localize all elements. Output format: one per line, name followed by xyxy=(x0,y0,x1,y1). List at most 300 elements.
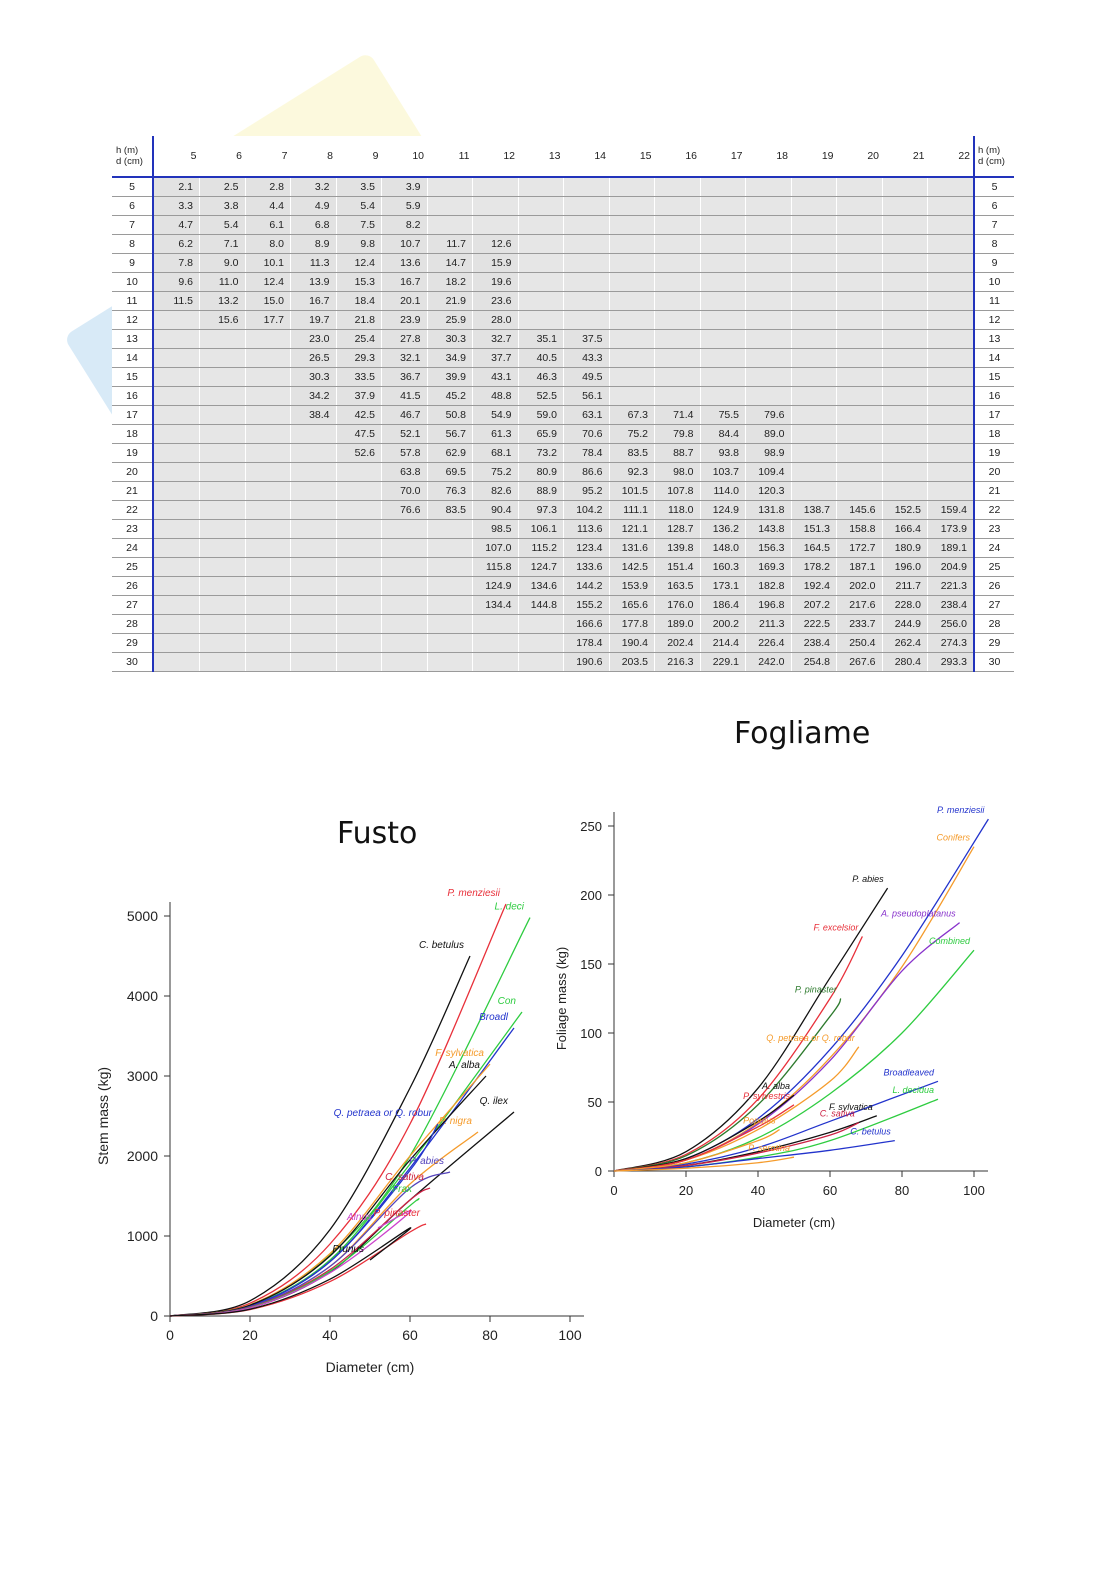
volume-cell: 177.8 xyxy=(609,615,655,634)
volume-cell xyxy=(200,330,246,349)
volume-cell: 134.4 xyxy=(473,596,519,615)
diameter-cell: 28 xyxy=(112,615,153,634)
volume-cell xyxy=(791,330,837,349)
volume-cell: 228.0 xyxy=(882,596,928,615)
volume-cell xyxy=(200,444,246,463)
volume-cell: 84.4 xyxy=(700,425,746,444)
volume-cell xyxy=(791,273,837,292)
series-label: A. pseudoplatanus xyxy=(881,908,956,919)
volume-cell xyxy=(200,349,246,368)
volume-cell xyxy=(609,235,655,254)
volume-cell xyxy=(473,177,519,197)
volume-cell: 15.6 xyxy=(200,311,246,330)
stem-chart-title: Fusto xyxy=(337,816,418,851)
volume-cell: 7.8 xyxy=(153,254,200,273)
volume-cell: 68.1 xyxy=(473,444,519,463)
diameter-cell: 28 xyxy=(974,615,1014,634)
volume-cell: 70.6 xyxy=(564,425,610,444)
x-tick-label: 40 xyxy=(322,1327,338,1343)
volume-cell xyxy=(245,520,291,539)
volume-cell: 92.3 xyxy=(609,463,655,482)
series-label: P. nigra xyxy=(438,1116,472,1127)
table-row xyxy=(112,634,1014,653)
volume-cell: 8.2 xyxy=(382,216,428,235)
volume-cell: 15.9 xyxy=(473,254,519,273)
volume-cell xyxy=(746,387,792,406)
volume-cell: 3.2 xyxy=(291,177,337,197)
volume-cell: 93.8 xyxy=(700,444,746,463)
volume-cell xyxy=(153,387,200,406)
diameter-cell: 8 xyxy=(112,235,153,254)
volume-cell: 76.3 xyxy=(427,482,473,501)
diameter-cell: 12 xyxy=(974,311,1014,330)
height-header: 12 xyxy=(473,136,519,177)
series-label: Q. ilex xyxy=(479,1096,508,1107)
volume-cell: 104.2 xyxy=(564,501,610,520)
volume-cell xyxy=(518,634,564,653)
volume-cell xyxy=(609,311,655,330)
volume-cell xyxy=(837,349,883,368)
series-label: Alnus xyxy=(346,1212,372,1223)
diameter-cell: 7 xyxy=(974,216,1014,235)
y-tick-label: 250 xyxy=(580,819,602,834)
series-line xyxy=(614,950,974,1171)
volume-cell: 63.8 xyxy=(382,463,428,482)
volume-cell: 47.5 xyxy=(336,425,382,444)
x-axis-label: Diameter (cm) xyxy=(752,1215,836,1230)
series-label: Frax xyxy=(392,1184,412,1195)
table-row xyxy=(112,349,1014,368)
height-header: 6 xyxy=(200,136,246,177)
volume-cell: 192.4 xyxy=(791,577,837,596)
volume-cell: 23.6 xyxy=(473,292,519,311)
volume-cell: 5.4 xyxy=(200,216,246,235)
volume-cell: 13.6 xyxy=(382,254,428,273)
volume-cell xyxy=(291,444,337,463)
volume-cell xyxy=(700,330,746,349)
series-label: C. betulus xyxy=(850,1126,891,1137)
volume-cell: 145.6 xyxy=(837,501,883,520)
height-header: 17 xyxy=(700,136,746,177)
y-tick-label: 50 xyxy=(587,1095,602,1110)
volume-cell: 63.1 xyxy=(564,406,610,425)
volume-cell: 242.0 xyxy=(746,653,792,672)
volume-cell xyxy=(382,634,428,653)
volume-cell xyxy=(791,235,837,254)
volume-cell xyxy=(427,596,473,615)
volume-cell: 30.3 xyxy=(291,368,337,387)
diameter-cell: 21 xyxy=(974,482,1014,501)
volume-cell xyxy=(882,330,928,349)
x-tick-label: 40 xyxy=(750,1183,766,1198)
volume-cell xyxy=(609,197,655,216)
height-header: 7 xyxy=(245,136,291,177)
volume-cell xyxy=(336,634,382,653)
volume-cell: 250.4 xyxy=(837,634,883,653)
volume-table xyxy=(112,136,1014,672)
volume-cell xyxy=(655,235,701,254)
volume-cell: 103.7 xyxy=(700,463,746,482)
volume-cell xyxy=(382,615,428,634)
volume-cell xyxy=(928,368,975,387)
volume-cell xyxy=(564,311,610,330)
volume-cell xyxy=(700,368,746,387)
volume-cell: 101.5 xyxy=(609,482,655,501)
y-axis-label: Stem mass (kg) xyxy=(95,1066,111,1166)
volume-cell xyxy=(291,615,337,634)
volume-cell xyxy=(518,273,564,292)
volume-cell: 5.4 xyxy=(336,197,382,216)
diameter-cell: 20 xyxy=(974,463,1014,482)
volume-cell xyxy=(746,368,792,387)
series-label: Con xyxy=(497,996,516,1007)
volume-cell: 61.3 xyxy=(473,425,519,444)
x-tick-label: 80 xyxy=(894,1183,910,1198)
volume-cell: 33.5 xyxy=(336,368,382,387)
volume-cell: 21.8 xyxy=(336,311,382,330)
volume-cell: 21.9 xyxy=(427,292,473,311)
volume-cell xyxy=(245,425,291,444)
volume-cell xyxy=(336,501,382,520)
volume-cell xyxy=(245,577,291,596)
volume-cell: 41.5 xyxy=(382,387,428,406)
volume-cell xyxy=(153,558,200,577)
volume-cell xyxy=(153,615,200,634)
table-row xyxy=(112,615,1014,634)
volume-cell xyxy=(746,273,792,292)
diameter-cell: 7 xyxy=(112,216,153,235)
volume-cell: 17.7 xyxy=(245,311,291,330)
series-label: P. serotina xyxy=(748,1143,790,1154)
volume-cell xyxy=(746,235,792,254)
volume-cell: 11.7 xyxy=(427,235,473,254)
volume-cell: 120.3 xyxy=(746,482,792,501)
volume-cell: 38.4 xyxy=(291,406,337,425)
volume-cell xyxy=(153,539,200,558)
volume-cell: 138.7 xyxy=(791,501,837,520)
volume-cell xyxy=(473,653,519,672)
y-tick-label: 100 xyxy=(580,1026,602,1041)
volume-cell xyxy=(928,273,975,292)
volume-cell xyxy=(245,558,291,577)
volume-cell xyxy=(382,539,428,558)
volume-cell xyxy=(200,634,246,653)
volume-cell: 238.4 xyxy=(791,634,837,653)
volume-cell xyxy=(564,177,610,197)
volume-cell xyxy=(837,311,883,330)
volume-cell: 37.5 xyxy=(564,330,610,349)
volume-cell: 39.9 xyxy=(427,368,473,387)
volume-cell: 70.0 xyxy=(382,482,428,501)
volume-cell xyxy=(245,482,291,501)
volume-cell: 2.1 xyxy=(153,177,200,197)
y-tick-label: 0 xyxy=(594,1164,602,1179)
volume-cell xyxy=(928,197,975,216)
volume-cell: 131.6 xyxy=(609,539,655,558)
volume-cell: 54.9 xyxy=(473,406,519,425)
volume-cell: 144.8 xyxy=(518,596,564,615)
diameter-cell: 19 xyxy=(974,444,1014,463)
diameter-cell: 13 xyxy=(112,330,153,349)
volume-cell: 88.7 xyxy=(655,444,701,463)
x-tick-label: 60 xyxy=(822,1183,838,1198)
volume-cell: 186.4 xyxy=(700,596,746,615)
volume-cell: 25.4 xyxy=(336,330,382,349)
table-header-row xyxy=(112,136,1014,177)
volume-cell: 189.1 xyxy=(928,539,975,558)
series-label: P. pinaster xyxy=(373,1208,420,1219)
table-row xyxy=(112,254,1014,273)
volume-cell: 151.3 xyxy=(791,520,837,539)
volume-cell: 293.3 xyxy=(928,653,975,672)
volume-cell xyxy=(609,273,655,292)
volume-cell xyxy=(882,349,928,368)
volume-cell: 79.8 xyxy=(655,425,701,444)
series-label: C. sativa xyxy=(819,1108,855,1119)
volume-cell xyxy=(245,615,291,634)
diameter-cell: 17 xyxy=(974,406,1014,425)
volume-cell: 30.3 xyxy=(427,330,473,349)
table-row xyxy=(112,501,1014,520)
volume-cell xyxy=(882,216,928,235)
volume-cell: 254.8 xyxy=(791,653,837,672)
volume-cell xyxy=(153,596,200,615)
diameter-cell: 21 xyxy=(112,482,153,501)
volume-cell xyxy=(700,216,746,235)
diameter-cell: 16 xyxy=(974,387,1014,406)
table-row xyxy=(112,425,1014,444)
volume-cell: 12.4 xyxy=(336,254,382,273)
height-header: 13 xyxy=(518,136,564,177)
volume-cell: 221.3 xyxy=(928,577,975,596)
volume-cell: 2.8 xyxy=(245,177,291,197)
volume-cell xyxy=(427,615,473,634)
volume-cell xyxy=(427,653,473,672)
table-row xyxy=(112,577,1014,596)
diameter-cell: 14 xyxy=(112,349,153,368)
table-row xyxy=(112,216,1014,235)
volume-cell xyxy=(336,596,382,615)
volume-cell: 164.5 xyxy=(791,539,837,558)
volume-cell xyxy=(746,349,792,368)
height-header: 14 xyxy=(564,136,610,177)
volume-cell xyxy=(700,273,746,292)
volume-cell: 280.4 xyxy=(882,653,928,672)
y-tick-label: 5000 xyxy=(126,908,158,924)
volume-cell xyxy=(655,197,701,216)
volume-cell xyxy=(655,177,701,197)
volume-cell xyxy=(473,197,519,216)
volume-cell xyxy=(837,444,883,463)
volume-cell xyxy=(609,330,655,349)
diameter-cell: 9 xyxy=(974,254,1014,273)
x-tick-label: 100 xyxy=(558,1327,582,1343)
volume-cell xyxy=(200,596,246,615)
table-row xyxy=(112,197,1014,216)
volume-cell xyxy=(200,653,246,672)
volume-cell xyxy=(882,292,928,311)
volume-cell: 13.9 xyxy=(291,273,337,292)
volume-cell: 148.0 xyxy=(700,539,746,558)
volume-cell: 15.0 xyxy=(245,292,291,311)
table-row xyxy=(112,653,1014,672)
volume-cell: 214.4 xyxy=(700,634,746,653)
volume-cell: 83.5 xyxy=(609,444,655,463)
volume-cell xyxy=(928,311,975,330)
volume-cell: 57.8 xyxy=(382,444,428,463)
volume-cell: 98.5 xyxy=(473,520,519,539)
volume-cell xyxy=(153,444,200,463)
volume-cell xyxy=(153,577,200,596)
volume-cell: 211.3 xyxy=(746,615,792,634)
y-tick-label: 2000 xyxy=(126,1148,158,1164)
diameter-cell: 12 xyxy=(112,311,153,330)
volume-cell xyxy=(336,539,382,558)
table-row xyxy=(112,596,1014,615)
volume-cell xyxy=(746,311,792,330)
volume-cell xyxy=(655,349,701,368)
volume-cell: 95.2 xyxy=(564,482,610,501)
series-label: A. alba xyxy=(448,1060,480,1071)
volume-cell xyxy=(791,444,837,463)
volume-cell: 52.1 xyxy=(382,425,428,444)
volume-cell xyxy=(928,292,975,311)
volume-cell: 19.6 xyxy=(473,273,519,292)
diameter-cell: 27 xyxy=(974,596,1014,615)
volume-cell xyxy=(882,197,928,216)
volume-cell: 124.7 xyxy=(518,558,564,577)
height-header: 8 xyxy=(291,136,337,177)
volume-cell xyxy=(655,387,701,406)
volume-cell xyxy=(928,406,975,425)
volume-cell: 128.7 xyxy=(655,520,701,539)
series-label: P. abies xyxy=(852,874,884,885)
volume-cell xyxy=(245,387,291,406)
series-label: Broadl xyxy=(479,1012,508,1023)
volume-cell xyxy=(336,520,382,539)
volume-cell: 76.6 xyxy=(382,501,428,520)
volume-cell xyxy=(291,558,337,577)
volume-cell: 134.6 xyxy=(518,577,564,596)
volume-cell xyxy=(928,177,975,197)
volume-cell xyxy=(609,177,655,197)
volume-cell xyxy=(882,444,928,463)
volume-cell: 133.6 xyxy=(564,558,610,577)
volume-cell: 144.2 xyxy=(564,577,610,596)
volume-cell xyxy=(564,235,610,254)
volume-cell: 75.2 xyxy=(609,425,655,444)
volume-cell: 75.2 xyxy=(473,463,519,482)
volume-cell xyxy=(746,330,792,349)
height-header: 11 xyxy=(427,136,473,177)
volume-cell: 88.9 xyxy=(518,482,564,501)
diameter-cell: 23 xyxy=(974,520,1014,539)
volume-cell: 82.6 xyxy=(473,482,519,501)
volume-cell xyxy=(291,425,337,444)
volume-cell xyxy=(200,463,246,482)
volume-cell: 200.2 xyxy=(700,615,746,634)
height-header: 18 xyxy=(746,136,792,177)
volume-cell xyxy=(200,368,246,387)
volume-cell: 124.9 xyxy=(700,501,746,520)
volume-cell xyxy=(518,311,564,330)
volume-cell xyxy=(427,539,473,558)
volume-cell xyxy=(609,292,655,311)
volume-cell xyxy=(200,539,246,558)
volume-cell: 139.8 xyxy=(655,539,701,558)
series-line xyxy=(614,847,974,1171)
volume-cell xyxy=(837,368,883,387)
volume-cell xyxy=(427,197,473,216)
volume-cell xyxy=(700,197,746,216)
volume-cell: 78.4 xyxy=(564,444,610,463)
diameter-cell: 29 xyxy=(112,634,153,653)
volume-cell xyxy=(791,292,837,311)
volume-cell xyxy=(427,634,473,653)
volume-cell: 107.0 xyxy=(473,539,519,558)
corner-label-diameter: d (cm) xyxy=(978,156,1005,167)
volume-cell xyxy=(700,235,746,254)
volume-cell xyxy=(837,406,883,425)
diameter-cell: 5 xyxy=(112,177,153,197)
volume-cell xyxy=(791,254,837,273)
volume-cell: 229.1 xyxy=(700,653,746,672)
volume-cell xyxy=(245,596,291,615)
series-line xyxy=(170,1064,490,1316)
volume-cell xyxy=(700,387,746,406)
volume-cell xyxy=(245,463,291,482)
diameter-cell: 10 xyxy=(974,273,1014,292)
diameter-cell: 24 xyxy=(974,539,1014,558)
volume-cell xyxy=(700,349,746,368)
volume-cell: 180.9 xyxy=(882,539,928,558)
volume-cell: 46.7 xyxy=(382,406,428,425)
volume-cell xyxy=(882,463,928,482)
volume-cell xyxy=(336,577,382,596)
volume-cell xyxy=(336,615,382,634)
volume-cell: 153.9 xyxy=(609,577,655,596)
volume-cell xyxy=(655,368,701,387)
volume-cell: 187.1 xyxy=(837,558,883,577)
diameter-cell: 23 xyxy=(112,520,153,539)
volume-cell xyxy=(473,615,519,634)
volume-cell xyxy=(518,197,564,216)
volume-cell xyxy=(427,577,473,596)
series-label: Conifers xyxy=(936,832,970,843)
volume-cell: 14.7 xyxy=(427,254,473,273)
series-line xyxy=(170,1224,426,1316)
volume-cell xyxy=(837,235,883,254)
volume-cell: 267.6 xyxy=(837,653,883,672)
diameter-cell: 6 xyxy=(974,197,1014,216)
volume-cell: 62.9 xyxy=(427,444,473,463)
volume-cell xyxy=(882,406,928,425)
series-label: Populus xyxy=(743,1115,776,1126)
volume-cell: 202.4 xyxy=(655,634,701,653)
series-label: A. alba xyxy=(761,1081,790,1092)
volume-cell: 202.0 xyxy=(837,577,883,596)
volume-cell xyxy=(200,501,246,520)
volume-cell: 113.6 xyxy=(564,520,610,539)
volume-cell: 43.1 xyxy=(473,368,519,387)
volume-cell xyxy=(928,349,975,368)
volume-cell xyxy=(427,558,473,577)
volume-cell xyxy=(928,482,975,501)
diameter-cell: 18 xyxy=(974,425,1014,444)
volume-cell: 9.6 xyxy=(153,273,200,292)
volume-cell: 8.9 xyxy=(291,235,337,254)
volume-cell: 34.2 xyxy=(291,387,337,406)
